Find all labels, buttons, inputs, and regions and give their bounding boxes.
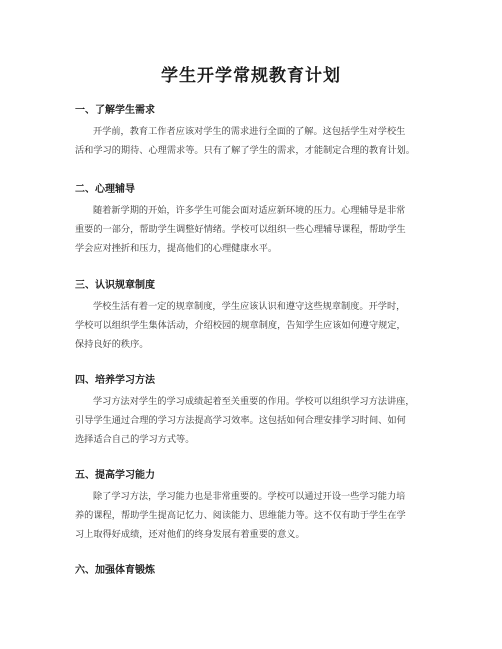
paragraph-line: 引导学生通过合理的学习方法提高学习效率。这包括如何合理安排学习时间、如何 [75, 415, 406, 426]
section-heading-3: 三、认识规章制度 [75, 280, 155, 291]
paragraph-line: 学会应对挫折和压力，提高他们的心理健康水平。 [75, 243, 278, 254]
section-paragraph-5 [75, 487, 435, 544]
paragraph-line: 选择适合自己的学习方式等。 [75, 434, 195, 445]
section-paragraph-4 [75, 392, 435, 449]
paragraph-line: 重要的一部分，帮助学生调整好情绪。学校可以组织一些心理辅导课程，帮助学生 [75, 224, 406, 235]
section-heading-1: 一、了解学生需求 [75, 105, 155, 116]
paragraph-line: 习上取得好成绩，还对他们的终身发展有着重要的意义。 [75, 529, 305, 540]
section-paragraph-3 [75, 297, 435, 354]
paragraph-line: 养的课程，帮助学生提高记忆力、阅读能力、思维能力等。这不仅有助于学生在学 [75, 510, 406, 521]
section-paragraph-2 [75, 201, 435, 258]
section-paragraph-1 [75, 122, 435, 160]
paragraph-line: 学习方法对学生的学习成绩起着至关重要的作用。学校可以组织学习方法讲座， [93, 396, 415, 407]
paragraph-line: 保持良好的秩序。 [75, 339, 149, 350]
paragraph-line: 活和学习的期待、心理需求等。只有了解了学生的需求，才能制定合理的教育计划。 [75, 145, 415, 156]
paragraph-line: 学校生活有着一定的规章制度，学生应该认识和遵守这些规章制度。开学时， [93, 301, 406, 312]
section-heading-5: 五、提高学习能力 [75, 470, 155, 481]
section-heading-6: 六、加强体育锻炼 [75, 565, 155, 576]
document-title: 学生开学常规教育计划 [161, 66, 341, 86]
paragraph-line: 学校可以组织学生集体活动，介绍校园的规章制度，告知学生应该如何遵守规定， [75, 320, 406, 331]
paragraph-line: 随着新学期的开始，许多学生可能会面对适应新环境的压力。心理辅导是非常 [93, 205, 406, 216]
section-heading-4: 四、培养学习方法 [75, 375, 155, 386]
paragraph-line: 除了学习方法，学习能力也是非常重要的。学校可以通过开设一些学习能力培 [93, 491, 406, 502]
section-heading-2: 二、心理辅导 [75, 184, 135, 195]
paragraph-line: 开学前，教育工作者应该对学生的需求进行全面的了解。这包括学生对学校生 [93, 126, 406, 137]
